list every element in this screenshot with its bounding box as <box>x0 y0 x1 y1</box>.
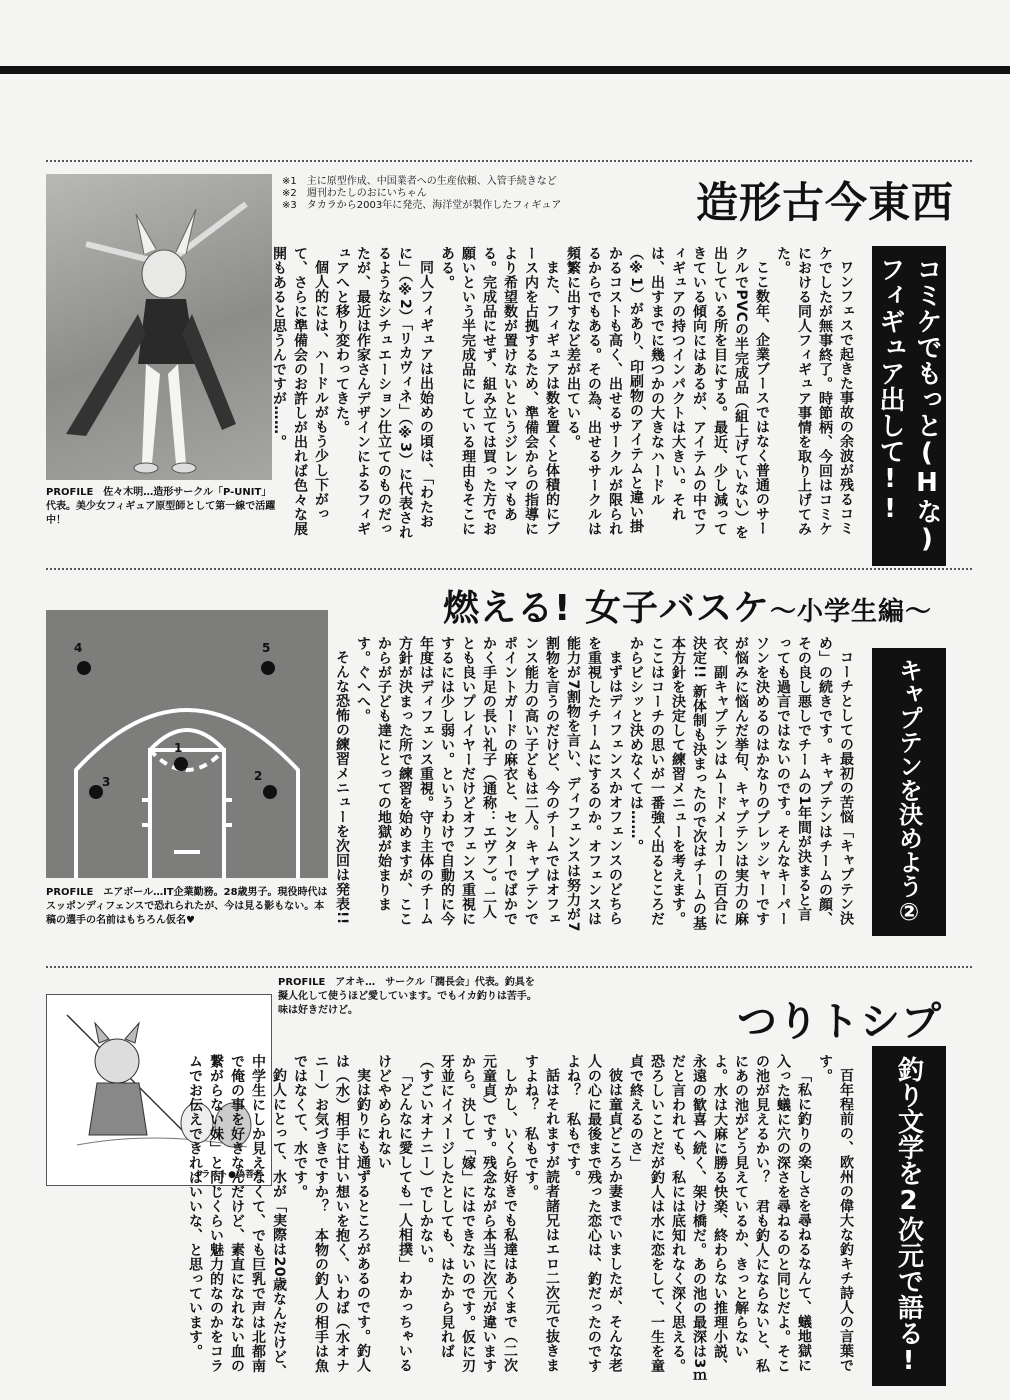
basketball-court <box>46 610 328 878</box>
paragraph: 個人的には、ハードルがもう少し下がって、さらに準備会のお許しが出れば色々な展開もあると思うんですが……。 <box>271 246 329 536</box>
column-subtitle: コミケでもっと(Hな)フィギュア出して!! <box>872 246 946 566</box>
illustration-caption: イラスト●偽菩者 <box>188 1166 267 1181</box>
footnote-2: ※2 週刊わたしのおにいちゃん <box>282 188 427 199</box>
paragraph: 実は釣りにも通ずるところがあるのです。釣人は（水）相手に甘い想いを抱く、いわば（水オナニー）お気づきですか？ 本物の釣人の相手は魚ではなくて、水です。 <box>292 1054 371 1373</box>
paragraph: 「どんなに愛しても一人相撲」わかっちゃいるけどやめられない <box>376 1054 413 1373</box>
column-body <box>271 246 856 546</box>
footnote-3: ※3 タカラから2003年に発売、海洋堂が製作したフィギュア <box>282 200 562 211</box>
column-title: つりトシプ <box>737 999 942 1045</box>
paragraph: また、フィギュアは数を置くと体積的にブース内を占拠するため、準備会からの指導により希望数が置けないというジレンマもある。完成品にせず、組み立ては買った方でお願いという半完成品にしている理由もそこにある。 <box>439 246 560 536</box>
paragraph: まずはディフェンスかオフェンスのどちらを重視したチームにするのか。オフェンスは能力が7割物を言い、ディフェンスは努力が7割物を言うのだけど、今のチームではオフェンス能力の高い子どもは二人。キャプテンでポイントガードの麻衣と、センターでばかでかく手足の長い礼子（通称：エヴァ）。二人とも良いプレイヤーだけどオフェンス重視にするには少し弱い。というわけで自動的に今年度はディフェンス重視。守り主体のチーム方針が決まった所で練習を始めますが、ここからが子ども達にとっての地獄が始まります。ぐへへ。 <box>355 636 623 932</box>
footnotes <box>282 176 662 212</box>
player-2 <box>263 785 277 799</box>
column-body <box>334 636 856 932</box>
court-label-1: 1 <box>174 741 183 755</box>
paragraph: しかし、いくら好きでも私達はあくまで（二次元童貞）です。残念ながら本当に次元が違いますから。決して「嫁」にはできないのです。仮に刃牙並にイメージしたとしても、はたから見れば（すごいオナニー）でしかない。 <box>418 1054 518 1373</box>
paragraph: 「私に釣りの楽しさを尋ねるなんて、蟻地獄に入った蟻に穴の深さを尋ねるのと同じだよ。そこの池が見えるかい？ 君も釣人にならないと、私にあの池がどう見えているか、きっと解らないよ。水は大麻に勝る快楽、終わらない推理小説、永遠の歓喜へ続く、架け橋だ。あの池の最深は3ｍだと言われても、私には底知れなく深く思える。恐ろしいことだが釣人は水に恋をして、一生を童貞で終えるのさ」 <box>628 1054 812 1384</box>
column-title-main: 燃える! 女子バスケ <box>443 588 770 629</box>
subtitle-number: ② <box>895 898 923 926</box>
paragraph: ワンフェスで起きた事故の余波が残るコミケでしたが無事終了。時節柄、今回はコミケにおける同人フィギュア事情を取り上げてみた。 <box>775 246 854 536</box>
paragraph: そんな恐怖の練習メニューを次回は発表!! <box>334 650 350 925</box>
column-title-suffix: 〜小学生編〜 <box>769 597 932 627</box>
figure-photo <box>46 174 272 480</box>
section-basuke <box>46 568 972 948</box>
court-label-5: 5 <box>262 641 271 655</box>
column-title: 造形古今東西 <box>695 178 954 227</box>
court-label-2: 2 <box>254 769 263 783</box>
section-divider <box>46 160 972 162</box>
player-5 <box>261 661 275 675</box>
footnote-1: ※1 主に原型作成、中国業者への生産依頼、入管手続きなど <box>282 176 557 187</box>
column-subtitle: 釣り文学を2次元で語る! <box>872 1046 946 1386</box>
paragraph: コーチとしての最初の苦悩「キャプテン決め」の続きです。キャプテンはチームの顔、その良し悪しでチームの1年間が決まると言っても過言ではないのです。そんなキーパーソンを決めるのはかなりのプレッシャーですが悩みに悩んだ挙句、キャプテンは実力の麻衣、副キャプテンはムードメーカーの百合に決定!! 新体制も決まったので次はチームの基本方針を決定して練習メニューを考えます。ここはコーチの思いが一番強く出るところだからビシッと決めなくては……。 <box>628 636 854 931</box>
subtitle-text: キャプテンを決めよう <box>894 658 923 898</box>
court-diagram <box>46 610 328 878</box>
column-title <box>443 580 932 631</box>
profile-aoki: PROFILE アオキ… サークル「潤長会」代表。釣具を擬人化して使うほど愛しています。でもイカ釣りは苦手。味は好きだけど。 <box>278 977 537 1016</box>
section-tsuri <box>46 966 972 1396</box>
profile-sasaki: PROFILE 佐々木明…造形サークル「P-UNIT」代表。美少女フィギュア原型師として第一線で活躍中！ <box>46 487 276 526</box>
top-rule <box>0 66 1010 74</box>
player-1 <box>174 757 188 771</box>
paragraph: 同人フィギュアは出始めの頃は、「わたおに」（※2）「リカヴィネ」（※3）に代表されるようなシチュエーション仕立てのものだったが、最近は作家さんデザインによるフィギュアへと移り変わってきた。 <box>334 246 434 540</box>
paragraph: ここ数年、企業ブースではなく普通のサークルでPVCの半完成品（組上げていない）を出している所を目にする。最近、少し減ってきている傾向にはあるが、アイテムの中でフィギュアの持つインパクトは大きい。それは、出すまでに幾つかの大きなハードル（※1）があり、印刷物のアイテムと違い掛かるコストも高く、出せるサークルが限られるからでもある。その為、出せるサークルは頻繁に出すなど差が出ている。 <box>565 246 770 540</box>
court-label-4: 4 <box>74 641 83 655</box>
player-3 <box>89 785 103 799</box>
paragraph: 釣人にとって、水が「実際は20歳なんだけど、中学生にしか見えなくて、でも巨乳で声は北都南で俺の事を好きなんだけど、素直になれない血の繋がらない妹」と同じくらい魅力的なのかをコラムでお伝えできればいいな、と思っています。 <box>187 1054 287 1379</box>
paragraph: 彼は童貞どころか妻までいましたが、そんな老人の心に最後まで残った恋心は、釣だったのですよね？ 私もです。 <box>565 1054 623 1373</box>
player-4 <box>77 661 91 675</box>
profile-airball: PROFILE エアボール…IT企業勤務。28歳男子。現役時代はスッポンディフェンスで恐れられたが、今は見る影もない。本稿の選手の名前はもちろん仮名♥ <box>46 887 328 926</box>
column-subtitle <box>872 648 946 936</box>
paragraph: 話はそれますが読者諸兄はエロ二次元で抜きますよね？ 私もです。 <box>523 1054 560 1373</box>
section-zoukei <box>46 160 972 560</box>
section-divider <box>46 966 972 968</box>
section-divider <box>46 568 972 570</box>
paragraph: 百年程前の、欧州の偉大な釣キチ詩人の言葉です。 <box>817 1054 854 1373</box>
figure-illustration <box>46 174 272 480</box>
court-label-3: 3 <box>102 775 111 789</box>
